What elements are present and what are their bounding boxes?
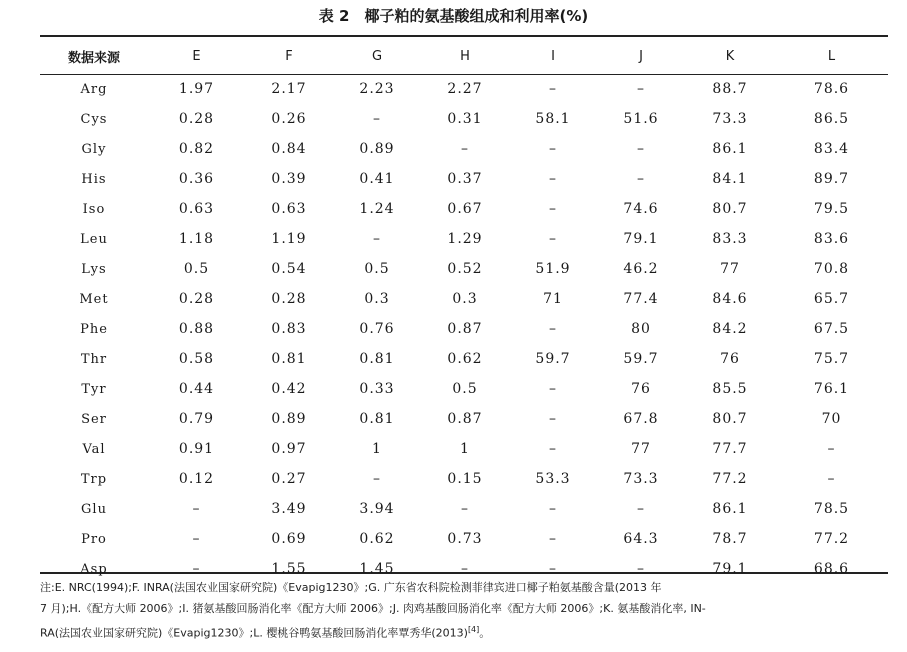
table-cell: 70.8: [813, 261, 850, 277]
table-cell: 0.37: [447, 171, 483, 187]
table-cell: 67.8: [623, 411, 659, 427]
table-cell: –: [827, 471, 836, 487]
table-cell: 0.82: [178, 141, 215, 157]
table-cell: 0.97: [271, 441, 307, 457]
column-header-l: L: [827, 48, 836, 64]
table-cell: 3.49: [271, 501, 307, 517]
table-footnote: [40, 577, 888, 644]
table-cell: 0.28: [271, 291, 307, 307]
table-cell: 0.28: [178, 111, 215, 127]
row-label: Asp: [80, 561, 108, 577]
table-cell: 77: [720, 261, 740, 277]
table-cell: 1.18: [178, 231, 215, 247]
table-body: [40, 74, 888, 584]
table-cell: 0.54: [271, 261, 307, 277]
column-header-source: 数据来源: [67, 50, 120, 66]
table-cell: 1.55: [271, 561, 307, 577]
table-row: [40, 254, 888, 284]
table-cell: –: [461, 561, 469, 577]
table-row: [40, 524, 888, 554]
row-label: Glu: [81, 501, 107, 517]
table-cell: 0.41: [359, 171, 395, 187]
table-cell: –: [549, 561, 557, 577]
table-cell: –: [461, 501, 469, 517]
table-cell: 58.1: [535, 111, 571, 127]
table-cell: 0.26: [271, 111, 307, 127]
table-header: [40, 38, 888, 74]
table-row: [40, 284, 888, 314]
footnote-line-1: 注:E. NRC(1994);F. INRA(法国农业国家研究院)《Evapig1230》;G. 广东省农科院检测菲律宾进口椰子粕氨基酸含量(2013 年: [40, 581, 662, 594]
table-cell: –: [637, 81, 645, 97]
table-cell: 1: [372, 441, 382, 457]
table-cell: 64.3: [623, 531, 659, 547]
table-cell: –: [827, 441, 836, 457]
table-cell: 1.45: [359, 561, 395, 577]
table-row: [40, 164, 888, 194]
table-row: [40, 494, 888, 524]
table-cell: 1.19: [271, 231, 307, 247]
table-cell: 79.1: [712, 561, 748, 577]
table-cell: 80.7: [712, 201, 748, 217]
row-label: Iso: [82, 201, 106, 217]
table-cell: 77: [631, 441, 651, 457]
table-cell: 79.5: [813, 201, 850, 217]
table-cell: 86.5: [813, 111, 850, 127]
table-cell: 70: [821, 411, 842, 427]
table-row: [40, 194, 888, 224]
row-label: Trp: [80, 471, 108, 487]
row-label: Met: [79, 291, 109, 307]
table-cell: –: [373, 471, 381, 487]
table-cell: 46.2: [623, 261, 659, 277]
row-label: Pro: [81, 531, 107, 547]
table-cell: 83.4: [813, 141, 850, 157]
table-cell: 0.91: [178, 441, 215, 457]
table-cell: –: [637, 501, 645, 517]
header-row: [40, 38, 888, 74]
table-cell: 76.1: [813, 381, 850, 397]
footnote-end-mark: 。: [479, 626, 491, 640]
table-cell: 86.1: [712, 501, 748, 517]
table-cell: –: [549, 531, 557, 547]
table-row: [40, 374, 888, 404]
table-cell: –: [192, 561, 201, 577]
table-cell: 0.63: [271, 201, 307, 217]
table-cell: –: [549, 231, 557, 247]
table-cell: 74.6: [623, 201, 659, 217]
table-cell: 75.7: [813, 351, 850, 367]
table-cell: 78.5: [813, 501, 850, 517]
table-cell: –: [373, 111, 381, 127]
table-cell: 0.44: [178, 381, 215, 397]
table-cell: –: [549, 81, 557, 97]
table-cell: 0.89: [359, 141, 395, 157]
table-cell: 0.3: [364, 291, 390, 307]
table-row: [40, 74, 888, 104]
table-cell: 0.63: [178, 201, 215, 217]
table-cell: 3.94: [359, 501, 395, 517]
table-cell: 83.3: [712, 231, 748, 247]
column-header-g: G: [371, 48, 383, 64]
row-label: Val: [82, 441, 106, 457]
table-cell: 0.83: [271, 321, 307, 337]
table-cell: 0.81: [359, 351, 395, 367]
table-cell: 76: [720, 351, 740, 367]
table-cell: –: [549, 381, 557, 397]
column-header-k: K: [725, 48, 735, 64]
table-cell: –: [549, 171, 557, 187]
table-cell: 77.4: [623, 291, 659, 307]
table-row: [40, 104, 888, 134]
row-label: Gly: [81, 141, 107, 157]
table-cell: 0.58: [178, 351, 215, 367]
table-cell: 67.5: [813, 321, 850, 337]
column-header-j: J: [639, 48, 643, 64]
table-cell: –: [549, 321, 557, 337]
table-cell: 0.62: [359, 531, 395, 547]
table-cell: 80.7: [712, 411, 748, 427]
column-header-f: F: [285, 48, 293, 64]
table-cell: 0.87: [447, 321, 483, 337]
table-cell: –: [461, 141, 469, 157]
table-cell: 65.7: [813, 291, 850, 307]
table-cell: –: [549, 141, 557, 157]
table-row: [40, 404, 888, 434]
table-cell: 0.28: [178, 291, 215, 307]
table-cell: 84.6: [712, 291, 748, 307]
table-cell: 88.7: [712, 81, 748, 97]
table-row: [40, 464, 888, 494]
table-cell: –: [549, 441, 557, 457]
table-row: [40, 314, 888, 344]
table-cell: 79.1: [623, 231, 659, 247]
table-cell: 78.7: [712, 531, 748, 547]
table-cell: 0.81: [271, 351, 307, 367]
table-cell: 0.73: [447, 531, 483, 547]
table-cell: 0.79: [178, 411, 215, 427]
reference-marker: [4]: [467, 625, 480, 634]
table-cell: 0.81: [359, 411, 395, 427]
row-label: His: [81, 171, 107, 187]
table-cell: 2.17: [271, 81, 307, 97]
row-label: Tyr: [81, 381, 107, 397]
table-cell: 0.67: [447, 201, 483, 217]
table-cell: 0.89: [271, 411, 307, 427]
table-cell: 2.23: [359, 81, 395, 97]
table-cell: –: [192, 531, 201, 547]
table-cell: –: [637, 171, 645, 187]
table-cell: 0.5: [364, 261, 390, 277]
table-cell: 59.7: [535, 351, 571, 367]
table-cell: 76: [631, 381, 651, 397]
column-header-h: H: [460, 48, 470, 64]
row-label: Ser: [81, 411, 107, 427]
row-label: Leu: [80, 231, 108, 247]
table-cell: –: [637, 561, 645, 577]
row-label: Phe: [80, 321, 108, 337]
table-cell: 1.97: [178, 81, 215, 97]
table-cell: 53.3: [535, 471, 571, 487]
table-cell: –: [549, 501, 557, 517]
table-cell: 84.1: [712, 171, 748, 187]
table-cell: 0.5: [452, 381, 478, 397]
table-cell: –: [192, 501, 201, 517]
table-cell: 73.3: [623, 471, 659, 487]
table-cell: 77.2: [813, 531, 850, 547]
table-cell: 0.12: [178, 471, 215, 487]
table-cell: 51.9: [535, 261, 571, 277]
table-cell: 86.1: [712, 141, 748, 157]
column-header-e: E: [192, 48, 201, 64]
table-cell: 1.24: [359, 201, 395, 217]
footnote-line-3: [40, 619, 888, 644]
table-cell: 0.39: [271, 171, 307, 187]
table-cell: 0.15: [447, 471, 483, 487]
table-cell: 0.27: [271, 471, 307, 487]
table-cell: 1: [460, 441, 470, 457]
table-cell: 80: [631, 321, 651, 337]
table-cell: 0.31: [447, 111, 483, 127]
table-cell: 0.5: [183, 261, 210, 277]
table-cell: 89.7: [813, 171, 850, 187]
row-label: Arg: [80, 81, 108, 97]
table-cell: 0.62: [447, 351, 483, 367]
table-cell: 84.2: [712, 321, 748, 337]
table-cell: 77.2: [712, 471, 748, 487]
table-cell: 78.6: [813, 81, 850, 97]
table-cell: 0.42: [271, 381, 307, 397]
table-row: [40, 344, 888, 374]
table-cell: 77.7: [712, 441, 748, 457]
footnote-line-3-text: RA(法国农业国家研究院)《Evapig1230》;L. 樱桃谷鸭氨基酸回肠消化率覃秀华(2013): [40, 626, 468, 640]
table-row: [40, 434, 888, 464]
table-title: 表 2 椰子粕的氨基酸组成和利用率(%): [318, 7, 589, 25]
top-rule: [40, 35, 888, 37]
table-cell: –: [549, 201, 557, 217]
table-cell: 0.76: [359, 321, 395, 337]
amino-acid-table: [40, 38, 888, 584]
table-cell: 73.3: [712, 111, 748, 127]
table-cell: 0.87: [447, 411, 483, 427]
table-cell: 71: [543, 291, 563, 307]
table-cell: 83.6: [813, 231, 850, 247]
row-label: Lys: [81, 261, 107, 277]
row-label: Thr: [80, 351, 108, 367]
table-cell: 51.6: [623, 111, 659, 127]
table-cell: 2.27: [447, 81, 483, 97]
table-cell: 0.36: [178, 171, 215, 187]
table-cell: –: [637, 141, 645, 157]
column-header-i: I: [551, 48, 555, 64]
table-row: [40, 134, 888, 164]
table-cell: 1.29: [447, 231, 483, 247]
table-cell: –: [373, 231, 381, 247]
table-cell: 0.69: [271, 531, 307, 547]
table-cell: 0.52: [447, 261, 483, 277]
footnote-line-2: 7 月);H.《配方大师 2006》;I. 猪氨基酸回肠消化率《配方大师 2006》;J. 肉鸡基酸回肠消化率《配方大师 2006》;K. 氨基酸消化率, IN-: [40, 602, 706, 615]
table-cell: 68.6: [813, 561, 850, 577]
table-cell: 0.33: [359, 381, 395, 397]
row-label: Cys: [80, 111, 108, 127]
table-cell: 0.84: [271, 141, 307, 157]
table-cell: 0.88: [178, 321, 215, 337]
table-cell: 59.7: [623, 351, 659, 367]
table-row: [40, 224, 888, 254]
table-cell: –: [549, 411, 557, 427]
table-cell: 85.5: [712, 381, 748, 397]
table-cell: 0.3: [452, 291, 478, 307]
